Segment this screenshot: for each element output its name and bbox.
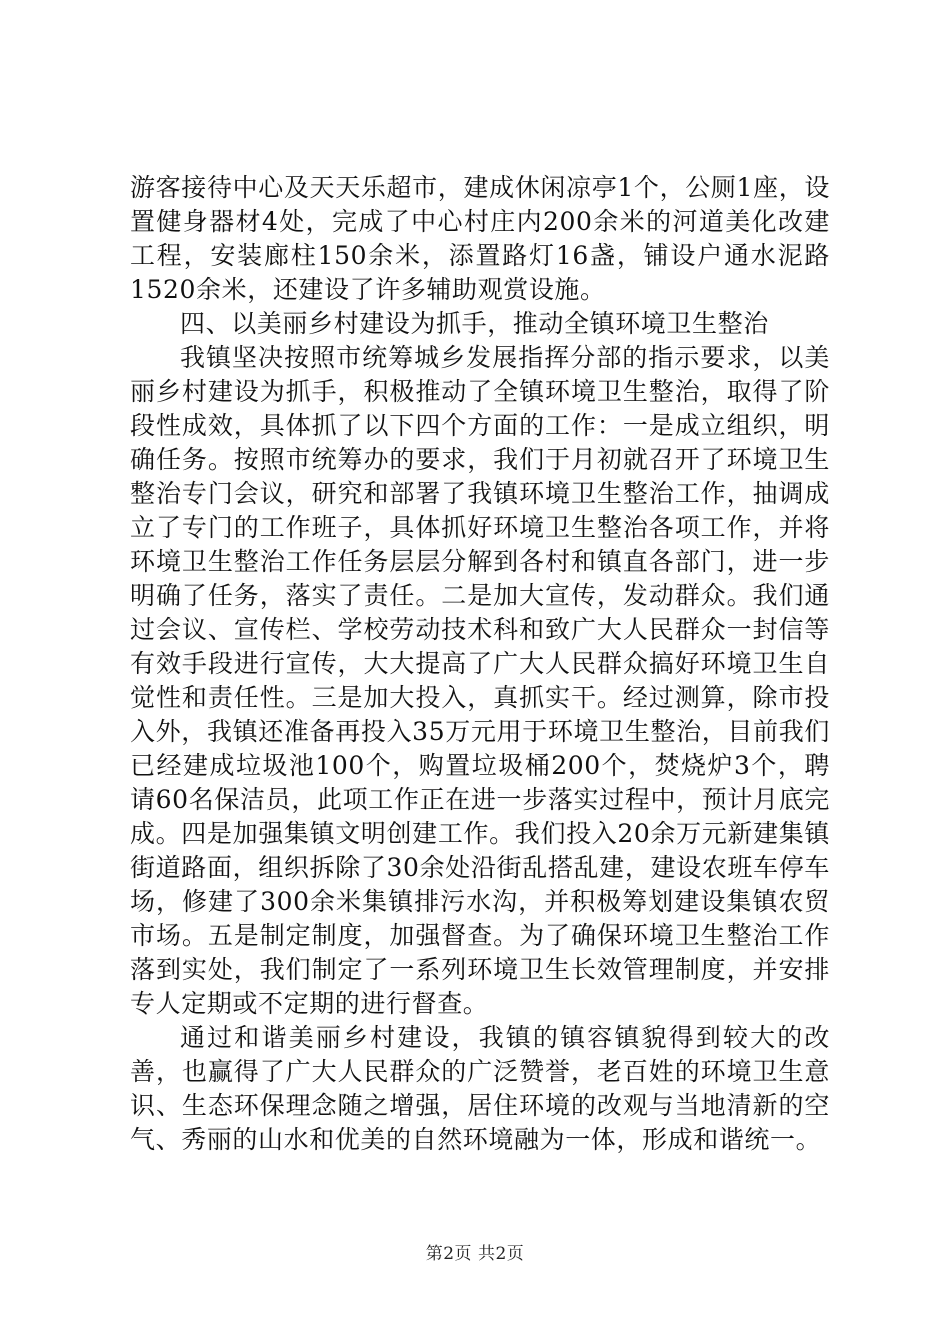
paragraph-environment-work: 我镇坚决按照市统筹城乡发展指挥分部的指示要求，以美丽乡村建设为抓手，积极推动了全镇环境卫生整治，取得了阶段性成效，具体抓了以下四个方面的工作：一是成立组织，明确任务。按照市统筹办的要求，我们于月初就召开了环境卫生整治专门会议，研究和部署了我镇环境卫生整治工作，抽调成立了专门的工作班子，具体抓好环境卫生整治各项工作，并将环境卫生整治工作任务层层分解到各村和镇直各部门，进一步明确了任务，落实了责任。二是加大宣传，发动群众。我们通过会议、宣传栏、学校劳动技术科和致广大人民群众一封信等有效手段进行宣传，大大提高了广大人民群众搞好环境卫生自觉性和责任性。三是加大投入，真抓实干。经过测算，除市投入外，我镇还准备再投入35万元用于环境卫生整治，目前我们已经建成垃圾池100个，购置垃圾桶200个，焚烧炉3个，聘请60名保洁员，此项工作正在进一步落实过程中，预计月底完成。四是加强集镇文明创建工作。我们投入20余万元新建集镇街道路面，组织拆除了30余处沿街乱搭乱建，建设农班车停车场，修建了300余米集镇排污水沟，并积极筹划建设集镇农贸市场。五是制定制度，加强督查。为了确保环境卫生整治工作落到实处，我们制定了一系列环境卫生长效管理制度，并安排专人定期或不定期的进行督查。 — [130, 343, 830, 1018]
document-body — [130, 171, 830, 1157]
paragraph-conclusion: 通过和谐美丽乡村建设，我镇的镇容镇貌得到较大的改善，也赢得了广大人民群众的广泛赞誉，老百姓的环境卫生意识、生态环保理念随之增强，居住环境的改观与当地清新的空气、秀丽的山水和优美的自然环境融为一体，形成和谐统一。 — [130, 1023, 830, 1154]
paragraph-continuation: 游客接待中心及天天乐超市，建成休闲凉亭1个，公厕1座，设置健身器材4处，完成了中心村庄内200余米的河道美化改建工程，安装廊柱150余米，添置路灯16盏，铺设户通水泥路1520余米，还建设了许多辅助观赏设施。 — [130, 173, 830, 304]
page-number-footer: 第2页 共2页 — [425, 1244, 525, 1264]
section-heading: 四、以美丽乡村建设为抓手，推动全镇环境卫生整治 — [180, 309, 769, 338]
